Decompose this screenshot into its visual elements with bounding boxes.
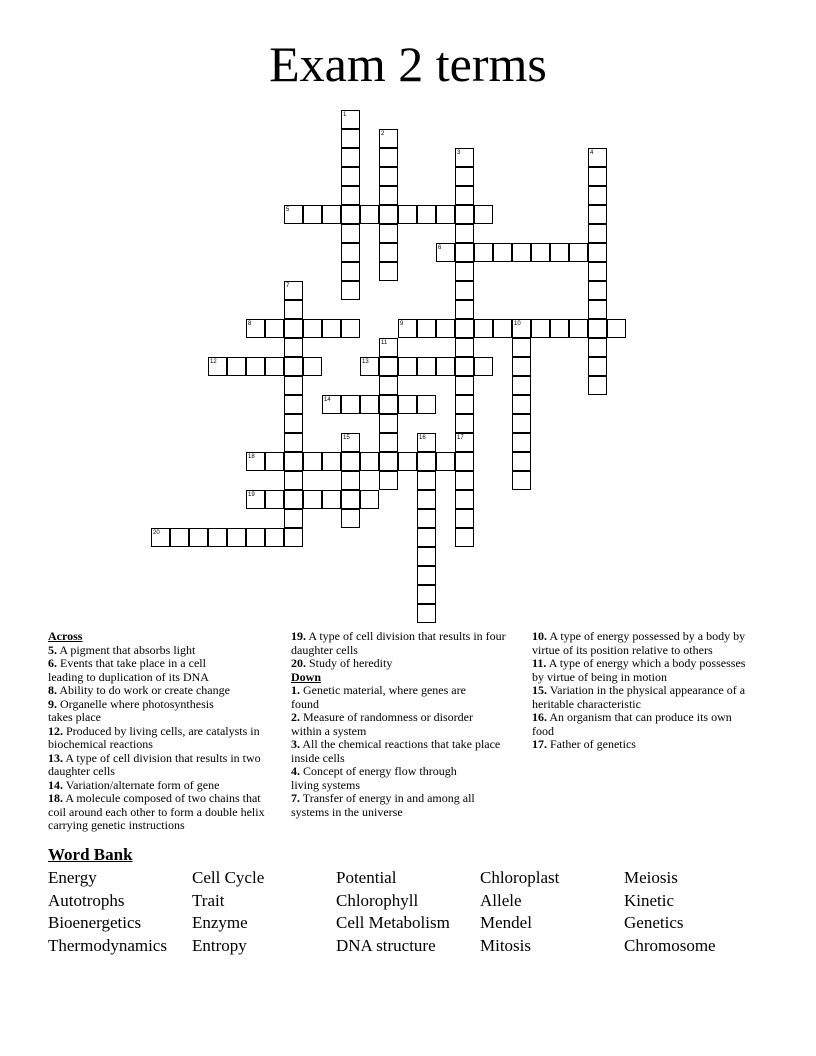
grid-cell[interactable]	[341, 129, 360, 148]
grid-cell[interactable]	[436, 357, 455, 376]
clue-number: 3.	[291, 737, 300, 751]
cell-number: 3	[457, 150, 461, 156]
grid-cell[interactable]	[265, 452, 284, 471]
grid-cell[interactable]	[588, 338, 607, 357]
grid-cell[interactable]	[512, 395, 531, 414]
word-bank-item: Entropy	[192, 935, 247, 955]
grid-cell[interactable]	[284, 471, 303, 490]
grid-cell[interactable]	[322, 319, 341, 338]
grid-cell[interactable]	[227, 357, 246, 376]
grid-cell[interactable]	[474, 243, 493, 262]
grid-cell[interactable]	[284, 338, 303, 357]
page-title: Exam 2 terms	[269, 36, 547, 92]
grid-cell[interactable]	[379, 433, 398, 452]
clue-across-13	[48, 752, 270, 779]
grid-cell[interactable]	[379, 224, 398, 243]
clue-number: 2.	[291, 710, 300, 724]
grid-cell[interactable]	[417, 205, 436, 224]
grid-cell[interactable]	[455, 509, 474, 528]
grid-cell[interactable]	[531, 319, 550, 338]
grid-cell[interactable]	[569, 243, 588, 262]
grid-cell[interactable]	[455, 414, 474, 433]
clue-text: Measure of randomness or disorder within a system	[291, 710, 473, 738]
grid-cell[interactable]	[588, 262, 607, 281]
grid-cell[interactable]	[550, 243, 569, 262]
clue-number: 6.	[48, 656, 57, 670]
grid-cell[interactable]	[341, 471, 360, 490]
clue-across-9	[48, 698, 238, 725]
grid-cell[interactable]	[284, 452, 303, 471]
word-bank-item: Cell Cycle	[192, 868, 265, 887]
clue-down-15	[532, 684, 757, 711]
grid-cell[interactable]	[512, 243, 531, 262]
cell-number: 12	[210, 359, 217, 365]
grid-cell[interactable]	[417, 547, 436, 566]
grid-cell[interactable]	[341, 205, 360, 224]
word-bank-item: Chloroplast	[480, 868, 560, 887]
clue-across-8	[48, 684, 278, 698]
clue-text: Genetic material, where genes are found	[291, 683, 466, 711]
grid-cell[interactable]	[379, 262, 398, 281]
grid-cell[interactable]	[341, 319, 360, 338]
grid-cell[interactable]	[341, 281, 360, 300]
grid-cell[interactable]	[284, 414, 303, 433]
grid-cell[interactable]	[265, 528, 284, 547]
cell-number: 20	[153, 530, 160, 536]
grid-cell[interactable]	[341, 452, 360, 471]
grid-cell[interactable]	[360, 490, 379, 509]
grid-cell[interactable]	[417, 509, 436, 528]
grid-cell[interactable]	[322, 452, 341, 471]
grid-cell[interactable]	[284, 433, 303, 452]
grid-cell[interactable]	[360, 452, 379, 471]
grid-cell[interactable]	[341, 243, 360, 262]
grid-cell[interactable]	[607, 319, 626, 338]
clue-across-18	[48, 792, 278, 833]
word-bank-item: Mitosis	[480, 935, 532, 955]
clue-text: Study of heredity	[309, 656, 393, 670]
grid-cell[interactable]	[474, 357, 493, 376]
grid-cell[interactable]	[455, 452, 474, 471]
grid-cell[interactable]	[588, 376, 607, 395]
grid-cell[interactable]	[379, 205, 398, 224]
clue-number: 12.	[48, 723, 63, 738]
grid-cell[interactable]	[455, 338, 474, 357]
grid-cell[interactable]	[512, 452, 531, 471]
word-bank-item: Potential	[336, 868, 397, 887]
grid-cell[interactable]	[455, 528, 474, 547]
grid-cell[interactable]	[379, 452, 398, 471]
cell-number: 5	[286, 207, 290, 213]
cell-number: 15	[343, 435, 350, 441]
grid-cell[interactable]	[455, 319, 474, 338]
clue-number: 8.	[48, 683, 57, 697]
cell-number: 6	[438, 245, 442, 251]
word-bank-item: Mendel	[480, 913, 532, 932]
word-bank-item: Meiosis	[624, 868, 678, 887]
grid-cell[interactable]	[303, 357, 322, 376]
grid-cell[interactable]	[493, 319, 512, 338]
word-bank-item: Chlorophyll	[336, 890, 419, 910]
clue-text: Events that take place in a cell leading to duplication of its DNA	[48, 656, 209, 684]
clue-across-6	[48, 657, 233, 684]
cell-number: 13	[362, 359, 369, 365]
cell-number: 1	[343, 112, 347, 118]
cell-number: 9	[400, 321, 404, 327]
grid-cell[interactable]	[341, 509, 360, 528]
clue-text: Father of genetics	[550, 737, 636, 751]
grid-cell[interactable]	[379, 376, 398, 395]
clue-across-20	[291, 657, 516, 671]
grid-cell[interactable]	[455, 281, 474, 300]
clue-down-1	[291, 684, 491, 711]
grid-cell[interactable]	[417, 471, 436, 490]
grid-cell[interactable]	[417, 528, 436, 547]
clue-down-10	[532, 630, 757, 657]
grid-cell[interactable]	[474, 319, 493, 338]
clue-text: Organelle where photosynthesis takes place	[48, 696, 214, 724]
word-bank-item: Autotrophs	[48, 890, 125, 910]
grid-cell[interactable]	[417, 566, 436, 585]
clue-number: 18.	[48, 791, 63, 805]
grid-cell[interactable]	[284, 357, 303, 376]
grid-cell[interactable]	[398, 357, 417, 376]
clue-number: 9.	[48, 696, 57, 711]
clue-number: 15.	[532, 683, 547, 697]
grid-cell[interactable]	[379, 186, 398, 205]
cell-number: 11	[381, 340, 388, 346]
word-bank-item: Bioenergetics	[48, 913, 142, 932]
grid-cell[interactable]	[417, 490, 436, 509]
clue-down-2	[291, 711, 501, 738]
grid-cell[interactable]	[588, 243, 607, 262]
grid-cell[interactable]	[170, 528, 189, 547]
grid-cell[interactable]	[322, 205, 341, 224]
clue-down-3	[291, 738, 501, 765]
word-bank-item: Thermodynamics	[48, 935, 167, 955]
clue-down-16	[532, 711, 737, 738]
clue-number: 13.	[48, 750, 63, 765]
grid-cell[interactable]	[341, 186, 360, 205]
grid-cell[interactable]	[512, 376, 531, 395]
grid-cell[interactable]	[512, 357, 531, 376]
grid-cell[interactable]	[512, 433, 531, 452]
grid-cell[interactable]	[341, 262, 360, 281]
grid-cell[interactable]	[379, 471, 398, 490]
grid-cell[interactable]	[588, 319, 607, 338]
grid-cell[interactable]	[417, 604, 436, 623]
grid-cell[interactable]	[303, 205, 322, 224]
clue-text: A type of cell division that results in four daughter cells	[291, 629, 506, 657]
grid-cell[interactable]	[341, 395, 360, 414]
grid-cell[interactable]	[455, 300, 474, 319]
grid-cell[interactable]	[455, 167, 474, 186]
clue-across-5	[48, 644, 278, 658]
grid-cell[interactable]	[284, 376, 303, 395]
clue-text: Produced by living cells, are catalysts in biochemical reactions	[48, 723, 260, 751]
cell-number: 18	[248, 454, 255, 460]
grid-cell[interactable]	[379, 395, 398, 414]
grid-cell[interactable]	[284, 300, 303, 319]
grid-cell[interactable]	[227, 528, 246, 547]
grid-cell[interactable]	[588, 224, 607, 243]
grid-cell[interactable]	[341, 148, 360, 167]
clue-number: 17.	[532, 737, 547, 751]
grid-cell[interactable]	[417, 357, 436, 376]
clue-text: A type of cell division that results in two daughter cells	[48, 750, 261, 778]
grid-cell[interactable]	[512, 471, 531, 490]
grid-cell[interactable]	[588, 167, 607, 186]
word-bank-item: Trait	[192, 890, 225, 910]
grid-cell[interactable]	[284, 319, 303, 338]
grid-cell[interactable]	[360, 395, 379, 414]
grid-cell[interactable]	[455, 243, 474, 262]
grid-cell[interactable]	[398, 205, 417, 224]
clue-down-11	[532, 657, 747, 684]
grid-cell[interactable]	[436, 205, 455, 224]
clue-down-17	[532, 738, 757, 752]
grid-cell[interactable]	[341, 490, 360, 509]
grid-cell[interactable]	[550, 319, 569, 338]
grid-cell[interactable]	[417, 452, 436, 471]
grid-cell[interactable]	[398, 452, 417, 471]
grid-cell[interactable]	[436, 452, 455, 471]
grid-cell[interactable]	[265, 319, 284, 338]
word-bank-item: Genetics	[624, 913, 684, 932]
grid-cell[interactable]	[379, 243, 398, 262]
clue-number: 5.	[48, 642, 57, 657]
grid-cell[interactable]	[265, 357, 284, 376]
grid-cell[interactable]	[455, 357, 474, 376]
grid-cell[interactable]	[455, 395, 474, 414]
clue-across-19	[291, 630, 511, 657]
clue-text: Concept of energy flow through living systems	[291, 764, 457, 792]
clue-down-7	[291, 792, 506, 819]
clue-number: 10.	[532, 629, 547, 643]
word-bank-item: Allele	[480, 890, 522, 910]
clue-number: 16.	[532, 710, 547, 724]
grid-cell[interactable]	[474, 205, 493, 224]
grid-cell[interactable]	[417, 395, 436, 414]
clue-text: Variation in the physical appearance of a heritable characteristic	[532, 683, 746, 711]
grid-cell[interactable]	[436, 319, 455, 338]
clue-number: 14.	[48, 777, 63, 792]
grid-cell[interactable]	[341, 167, 360, 186]
grid-cell[interactable]	[341, 224, 360, 243]
grid-cell[interactable]	[189, 528, 208, 547]
clue-number: 19.	[291, 629, 306, 643]
word-bank-title: Word Bank	[48, 845, 133, 864]
grid-cell[interactable]	[455, 186, 474, 205]
cell-number: 2	[381, 131, 385, 137]
grid-cell[interactable]	[379, 357, 398, 376]
grid-cell[interactable]	[455, 376, 474, 395]
cell-number: 4	[590, 150, 594, 156]
clue-number: 1.	[291, 683, 300, 697]
grid-cell[interactable]	[284, 509, 303, 528]
grid-cell[interactable]	[303, 319, 322, 338]
grid-cell[interactable]	[588, 205, 607, 224]
grid-cell[interactable]	[303, 490, 322, 509]
cell-number: 19	[248, 492, 255, 498]
grid-cell[interactable]	[588, 300, 607, 319]
grid-cell[interactable]	[531, 243, 550, 262]
grid-cell[interactable]	[360, 205, 379, 224]
clue-text: Transfer of energy in and among all systems in the universe	[291, 791, 475, 819]
grid-cell[interactable]	[588, 281, 607, 300]
across-heading: Across	[48, 629, 83, 643]
grid-cell[interactable]	[379, 414, 398, 433]
clue-down-4	[291, 765, 486, 792]
clue-number: 4.	[291, 764, 300, 778]
grid-cell[interactable]	[284, 395, 303, 414]
cell-number: 8	[248, 321, 252, 327]
clue-text: Variation/alternate form of gene	[65, 777, 220, 792]
word-bank-item: Cell Metabolism	[336, 913, 450, 932]
word-bank-item: Enzyme	[192, 913, 248, 932]
clue-number: 20.	[291, 656, 306, 670]
word-bank-item: Energy	[48, 868, 97, 887]
grid-cell[interactable]	[417, 585, 436, 604]
grid-cell[interactable]	[246, 357, 265, 376]
grid-cell[interactable]	[398, 395, 417, 414]
grid-cell[interactable]	[303, 452, 322, 471]
clue-text: Ability to do work or create change	[59, 683, 230, 697]
clues-column-2	[291, 630, 516, 819]
word-bank-item: Kinetic	[624, 890, 675, 910]
word-bank-item: Chromosome	[624, 935, 716, 955]
grid-cell[interactable]	[455, 262, 474, 281]
clue-text: All the chemical reactions that take place inside cells	[291, 737, 501, 765]
clue-text: A pigment that absorbs light	[59, 642, 196, 657]
clue-text: An organism that can produce its own food	[532, 710, 732, 738]
grid-cell[interactable]	[455, 205, 474, 224]
grid-cell[interactable]	[512, 338, 531, 357]
clue-text: A type of energy possessed by a body by virtue of its position relative to others	[532, 629, 746, 657]
clue-number: 11.	[532, 656, 547, 670]
grid-cell[interactable]	[588, 357, 607, 376]
grid-cell[interactable]	[569, 319, 588, 338]
clue-across-12	[48, 725, 278, 752]
grid-cell[interactable]	[588, 186, 607, 205]
cell-number: 17	[457, 435, 464, 441]
clues-column-3	[532, 630, 757, 752]
grid-cell[interactable]	[284, 528, 303, 547]
grid-cell[interactable]	[455, 224, 474, 243]
clue-text: A type of energy which a body possesses by virtue of being in motion	[532, 656, 746, 684]
down-heading: Down	[291, 669, 322, 684]
grid-cell[interactable]	[512, 414, 531, 433]
cell-number: 10	[514, 321, 521, 327]
grid-cell[interactable]	[379, 167, 398, 186]
grid-cell[interactable]	[455, 471, 474, 490]
grid-cell[interactable]	[417, 319, 436, 338]
word-bank-item: DNA structure	[336, 935, 436, 955]
grid-cell[interactable]	[246, 528, 265, 547]
grid-cell[interactable]	[493, 243, 512, 262]
clue-text: A molecule composed of two chains that coil around each other to form a double helix carrying genetic instructions	[48, 791, 265, 832]
clue-number: 7.	[291, 791, 300, 805]
cell-number: 14	[324, 397, 331, 403]
cell-number: 7	[286, 283, 290, 289]
grid-cell[interactable]	[322, 490, 341, 509]
clue-across-14	[48, 779, 278, 793]
clues-column-1	[48, 630, 278, 833]
grid-cell[interactable]	[284, 490, 303, 509]
grid-cell[interactable]	[208, 528, 227, 547]
cell-number: 16	[419, 435, 426, 441]
grid-cell[interactable]	[265, 490, 284, 509]
grid-cell[interactable]	[455, 490, 474, 509]
grid-cell[interactable]	[379, 148, 398, 167]
